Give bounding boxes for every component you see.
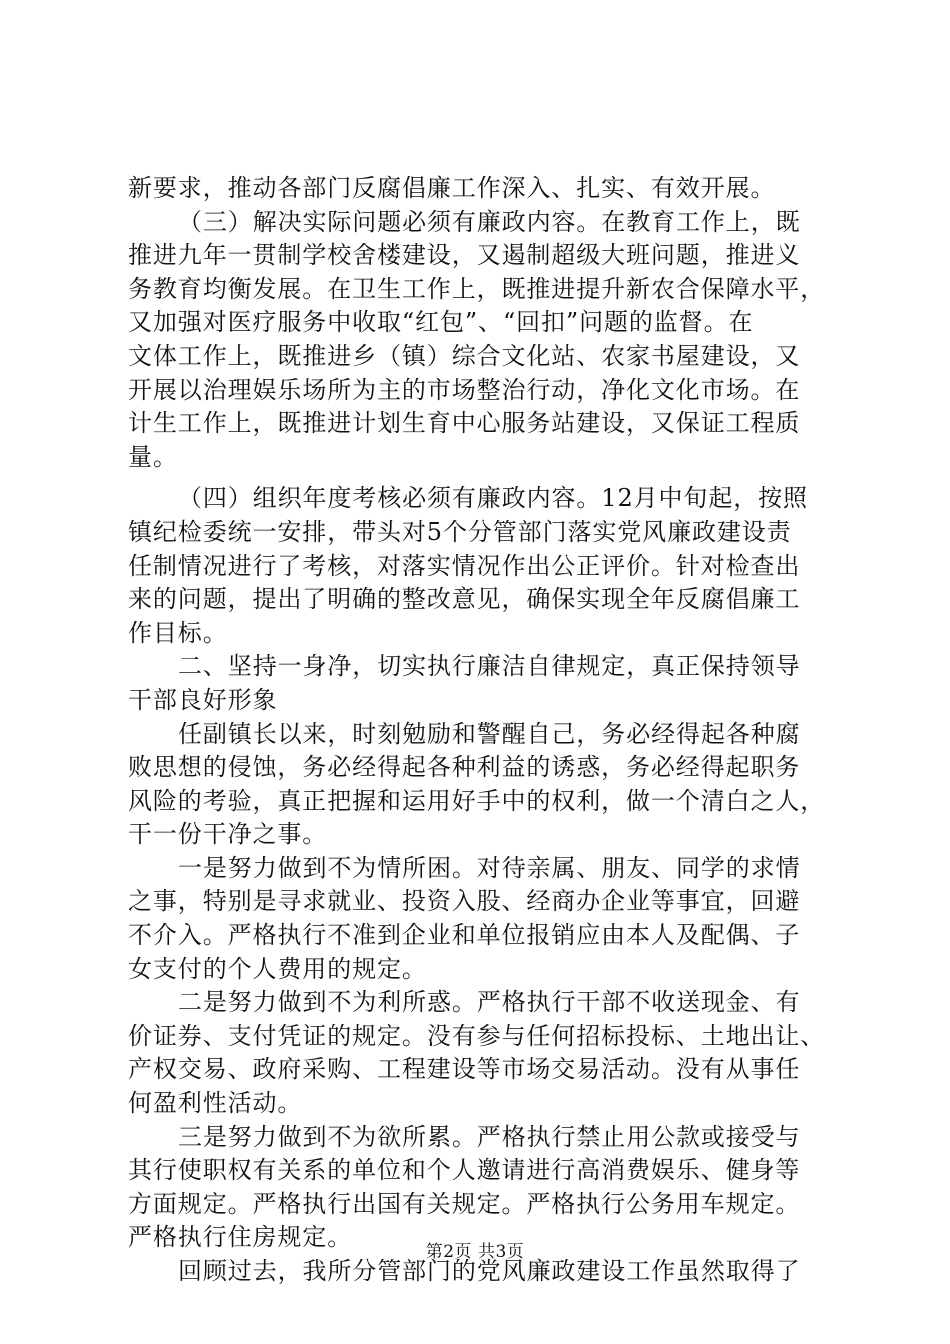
text-line: 价证券、支付凭证的规定。没有参与任何招标投标、土地出让、 <box>128 1021 826 1050</box>
text-line: 之事，特别是寻求就业、投资入股、经商办企业等事宜，回避 <box>128 887 801 916</box>
text-line: 产权交易、政府采购、工程建设等市场交易活动。没有从事任 <box>128 1055 801 1084</box>
text-line: 不介入。严格执行不准到企业和单位报销应由本人及配偶、子 <box>128 921 801 950</box>
text-line: 方面规定。严格执行出国有关规定。严格执行公务用车规定。 <box>128 1189 801 1218</box>
text-line: 来的问题，提出了明确的整改意见，确保实现全年反腐倡廉工 <box>128 585 801 614</box>
text-line: 二是努力做到不为利所惑。严格执行干部不收送现金、有 <box>178 988 801 1017</box>
page-number-footer: 第2页 共3页 <box>425 1242 525 1262</box>
text-line: （四）组织年度考核必须有廉政内容。12月中旬起，按照 <box>178 484 808 513</box>
text-line: 三是努力做到不为欲所累。严格执行禁止用公款或接受与 <box>178 1122 801 1151</box>
text-line: 一是努力做到不为情所困。对待亲属、朋友、同学的求情 <box>178 853 801 882</box>
text-line: 作目标。 <box>128 618 228 647</box>
text-line: 又加强对医疗服务中收取“红包”、“回扣”问题的监督。在 <box>128 308 754 337</box>
text-line: 镇纪检委统一安排，带头对5个分管部门落实党风廉政建设责 <box>128 517 792 546</box>
text-line: 文体工作上，既推进乡（镇）综合文化站、农家书屋建设，又 <box>128 341 801 370</box>
document-body <box>128 172 840 1289</box>
section-heading: 二、坚持一身净，切实执行廉洁自律规定，真正保持领导 <box>178 652 801 681</box>
text-line: 务教育均衡发展。在卫生工作上，既推进提升新农合保障水平， <box>128 274 826 303</box>
text-line: 其行使职权有关系的单位和个人邀请进行高消费娱乐、健身等 <box>128 1156 801 1185</box>
text-line: 干一份干净之事。 <box>128 820 328 849</box>
text-line: 开展以治理娱乐场所为主的市场整治行动，净化文化市场。在 <box>128 375 801 404</box>
text-line: 量。 <box>128 442 178 471</box>
text-line: 新要求，推动各部门反腐倡廉工作深入、扎实、有效开展。 <box>128 174 776 202</box>
section-heading: 干部良好形象 <box>128 685 278 714</box>
text-line: 女支付的个人费用的规定。 <box>128 954 427 983</box>
text-line: 败思想的侵蚀，务必经得起各种利益的诱惑，务必经得起职务 <box>128 753 801 782</box>
text-line: 风险的考验，真正把握和运用好手中的权利，做一个清白之人， <box>128 786 826 815</box>
text-line: 任副镇长以来，时刻勉励和警醒自己，务必经得起各种腐 <box>178 719 801 748</box>
text-line: 计生工作上，既推进计划生育中心服务站建设，又保证工程质 <box>128 409 801 438</box>
text-line: 任制情况进行了考核，对落实情况作出公正评价。针对检查出 <box>128 551 801 580</box>
text-line: 严格执行住房规定。 <box>128 1223 353 1252</box>
text-line: 回顾过去，我所分管部门的党风廉政建设工作虽然取得了 <box>178 1257 801 1285</box>
text-line: （三）解决实际问题必须有廉政内容。在教育工作上，既 <box>178 207 801 236</box>
text-line: 何盈利性活动。 <box>128 1089 303 1118</box>
text-line: 推进九年一贯制学校舍楼建设，又遏制超级大班问题，推进义 <box>128 241 801 270</box>
